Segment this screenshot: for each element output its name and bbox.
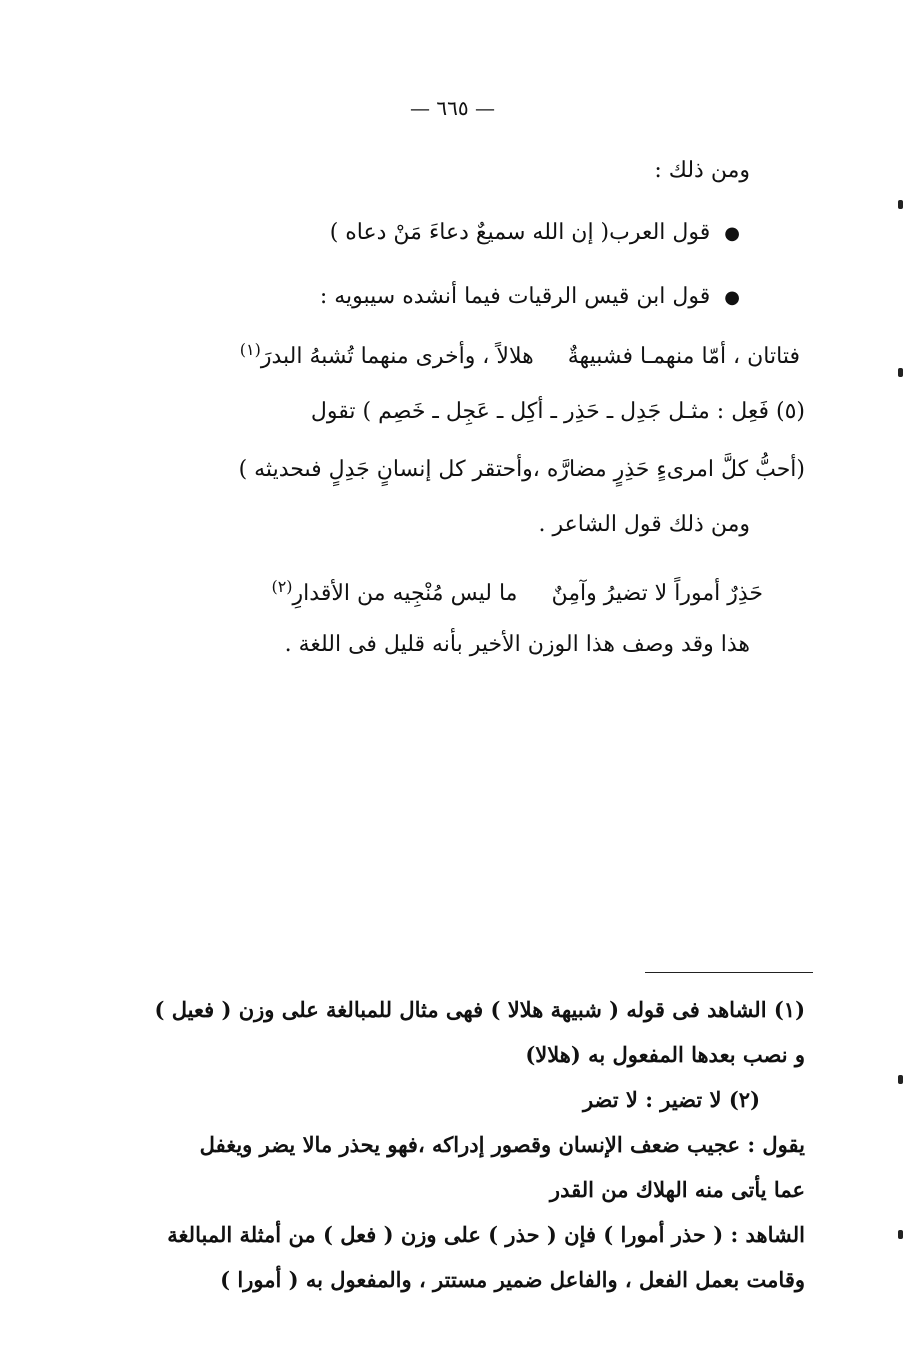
bullet-dot-icon: ● xyxy=(724,287,740,308)
verse-2-second-hemistich: ما ليس مُنْجِيه من الأقدارِ xyxy=(292,581,518,607)
footnote-1-line-1: (١) الشاهد فى قوله ( شبيهة هلالا ) فهى مثال للمبالغة على وزن ( فعيل ) xyxy=(154,997,805,1022)
footnote-ref-2: (٢) xyxy=(271,577,293,596)
verse-2-first-hemistich: حَذِرٌ أموراً لا تضيرُ وآمِنٌ xyxy=(551,581,763,607)
bullet-item-2-text: قول ابن قيس الرقيات فيما أنشده سيبويه : xyxy=(319,284,711,309)
closing-line: هذا وقد وصف هذا الوزن الأخير بأنه قليل فى اللغة . xyxy=(284,632,750,657)
scan-edge-mark xyxy=(898,1075,903,1084)
footnote-2-line-2: يقول : عجيب ضعف الإنسان وقصور إدراكه ،فهو يحذر مالا يضر ويغفل xyxy=(199,1132,805,1157)
verse-2 xyxy=(271,572,763,609)
footnote-2-line-5: وقامت بعمل الفعل ، والفاعل ضمير مستتر ، والمفعول به ( أمورا ) xyxy=(220,1267,805,1292)
footnote-divider xyxy=(645,972,813,973)
verse-1-first-hemistich: فتاتان ، أمّا منهمـا فشبيهةٌ xyxy=(567,344,800,370)
footnote-2-line-1: (٢) لا تضير : لا تضر xyxy=(582,1087,760,1112)
verse-1-second-hemistich: هلالاً ، وأخرى منهما تُشبهُ البدرَ xyxy=(260,344,534,370)
scan-edge-mark xyxy=(898,200,903,209)
page-number: — ٦٦٥ — xyxy=(410,96,495,120)
scan-edge-mark xyxy=(898,368,903,377)
bullet-dot-icon: ● xyxy=(724,223,740,244)
section-5-line-2: (أحبُّ كلَّ امرىءٍ حَذِرٍ مضارَّه ،وأحتقر كل إنسانٍ جَدِلٍ فىحديثه ) xyxy=(238,457,805,482)
verse-1 xyxy=(240,335,800,372)
intro-2-line: ومن ذلك قول الشاعر . xyxy=(538,512,750,537)
intro-line: ومن ذلك : xyxy=(654,158,750,183)
section-5-line-1: (٥) فَعِل : مثـل جَدِل ـ حَذِر ـ أكِل ـ عَجِل ـ خَصِم ) تقول xyxy=(310,399,805,424)
footnote-1-line-2: و نصب بعدها المفعول به (هلالا) xyxy=(525,1042,805,1067)
bullet-item-1 xyxy=(330,218,740,249)
footnote-2-line-4: الشاهد : ( حذر أمورا ) فإن ( حذر ) على وزن ( فعل ) من أمثلة المبالغة xyxy=(167,1222,805,1247)
footnote-ref-1: (١) xyxy=(239,340,261,359)
bullet-item-2 xyxy=(320,282,740,313)
scan-edge-mark xyxy=(898,1230,903,1239)
bullet-item-1-text: قول العرب( إن الله سميعٌ دعاءَ مَنْ دعاه ) xyxy=(329,220,711,245)
footnote-2-line-3: عما يأتى منه الهلاك من القدر xyxy=(549,1177,805,1202)
